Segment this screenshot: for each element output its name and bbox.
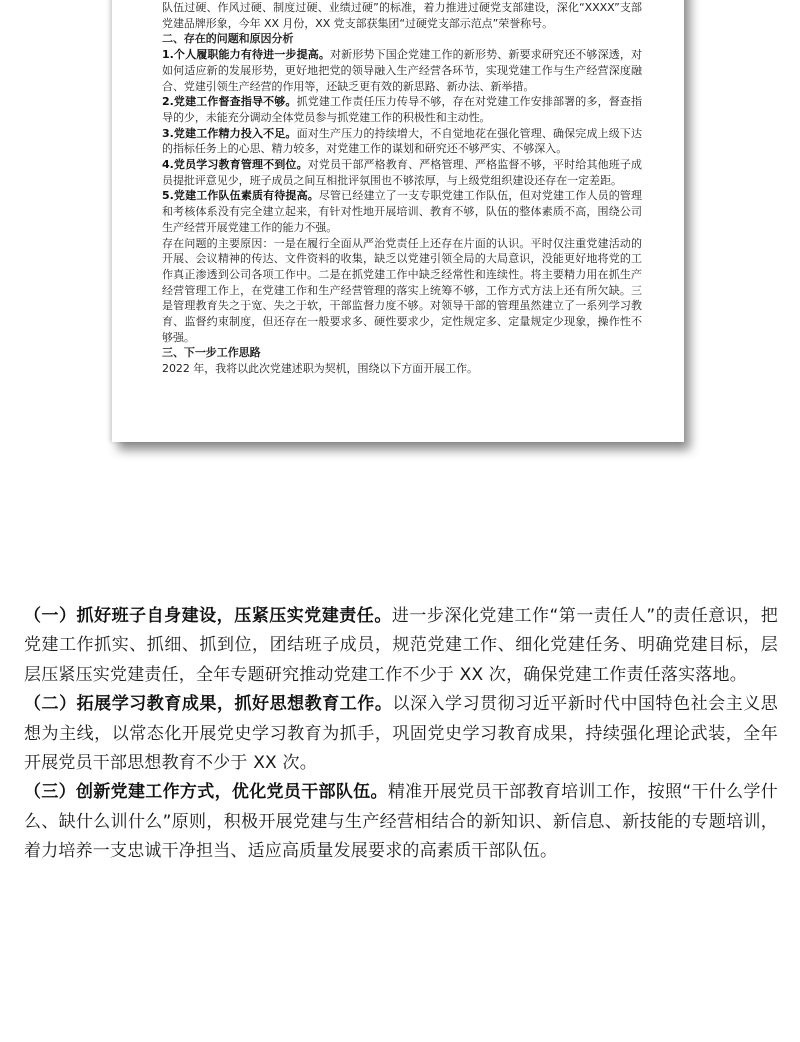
plan-item-title: （二）拓展学习教育成果，抓好思想教育工作。 [24, 694, 393, 715]
body-text-section [24, 602, 778, 867]
paragraph-text: 对新形势下国企党建工作的新形势、新要求研究还不够深透，对如何适应新的发展形势，更好地把党的领导融入生产经营各环节，实现党建工作与生产经营深度融合、党建引领生产经营的作用等，还缺乏更有效的新思路、新办法、新举措。 [162, 48, 642, 93]
document-page-content [162, 0, 642, 377]
plan-item-3 [24, 778, 778, 866]
paragraph-lead: 3.党建工作精力投入不足。 [162, 126, 297, 140]
page-paragraph-item-2 [162, 94, 642, 125]
page-paragraph-item-1 [162, 47, 642, 94]
page-paragraph-plan-intro [162, 361, 642, 377]
plan-item-text: 精准开展党员干部教育培训工作，按照“干什么学什么、缺什么训什么”原则，积极开展党建与生产经营相结合的新知识、新信息、新技能的专题培训，着力培养一支忠诚干净担当、适应高质量发展要求的高素质干部队伍。 [24, 782, 779, 862]
paragraph-text: 抓党建工作责任压力传导不够，存在对党建工作安排部署的多，督查指导的少，未能充分调动全体党员参与抓党建工作的积极性和主动性。 [162, 95, 642, 124]
section-heading-problems: 二、存在的问题和原因分析 [162, 32, 294, 46]
paragraph-text: 队伍过硬、作风过硬、制度过硬、业绩过硬”的标准，着力推进过硬党支部建设，深化“XXXX”支部党建品牌形象，今年 XX 月份，XX 党支部获集团“过硬党支部示范点”荣誉称号。 [162, 1, 642, 30]
paragraph-lead: 5.党建工作队伍素质有待提高。 [162, 189, 319, 203]
paragraph-lead: 2.党建工作督查指导不够。 [162, 95, 297, 109]
page-paragraph-item-3 [162, 126, 642, 157]
section-heading-next-steps: 三、下一步工作思路 [162, 346, 261, 360]
paragraph-lead: 1.个人履职能力有待进一步提高。 [162, 48, 331, 62]
plan-item-1 [24, 602, 778, 690]
plan-item-text: 以深入学习贯彻习近平新时代中国特色社会主义思想为主线，以常态化开展党史学习教育为抓手，巩固党史学习教育成果，持续强化理论武装，全年开展党员干部思想教育不少于 XX 次。 [24, 694, 779, 774]
page-paragraph-intro [162, 0, 642, 31]
plan-item-title: （三）创新党建工作方式，优化党员干部队伍。 [24, 782, 388, 803]
paragraph-text: 面对生产压力的持续增大，不自觉地花在强化管理、确保完成上级下达的指标任务上的心思、精力较多，对党建工作的谋划和研究还不够严实、不够深入。 [162, 126, 642, 156]
page-paragraph-causes [162, 236, 642, 346]
plan-item-title: （一）抓好班子自身建设，压紧压实党建责任。 [24, 606, 392, 626]
page-paragraph-item-5 [162, 188, 642, 235]
plan-item-2 [24, 690, 778, 778]
plan-item-text: 进一步深化党建工作“第一责任人”的责任意识，把党建工作抓实、抓细、抓到位，团结班子成员，规范党建工作、细化党建任务、明确党建目标，层层压紧压实党建责任，全年专题研究推动党建工作不少于 XX 次，确保党建工作责任落实落地。 [24, 606, 779, 685]
paragraph-text: 存在问题的主要原因：一是在履行全面从严治党责任上还存在片面的认识。平时仅注重党建活动的开展、会议精神的传达、文件资料的收集，缺乏以党建引领全局的大局意识，没能更好地将党的工作真正渗透到公司各项工作中。二是在抓党建工作中缺乏经常性和连续性。将主要精力用在抓生产经营管理工作上，在党建工作和生产经营管理的落实上统筹不够，工作方式方法上还有所欠缺。三是管理教育失之于宽、失之于软，干部监督力度不够。对领导干部的管理虽然建立了一系列学习教育、监督约束制度，但还存在一般要求多、硬性要求少，定性规定多、定量规定少现象，操作性不够强。 [162, 236, 642, 344]
page-paragraph-item-4 [162, 157, 642, 188]
paragraph-lead: 4.党员学习教育管理不到位。 [162, 158, 308, 172]
paragraph-text: 对党员干部严格教育、严格管理、严格监督不够，平时给其他班子成员提批评意见少，班子成员之间互相批评氛围也不够浓厚，与上级党组织建设还存在一定差距。 [162, 158, 643, 187]
paragraph-text: 尽管已经建立了一支专职党建工作队伍，但对党建工作人员的管理和考核体系没有完全建立起来，有针对性地开展培训、教育不够，队伍的整体素质不高，围绕公司生产经营开展党建工作的能力不强。 [162, 189, 642, 234]
paragraph-text: 2022 年，我将以此次党建述职为契机，围绕以下方面开展工作。 [162, 362, 478, 376]
